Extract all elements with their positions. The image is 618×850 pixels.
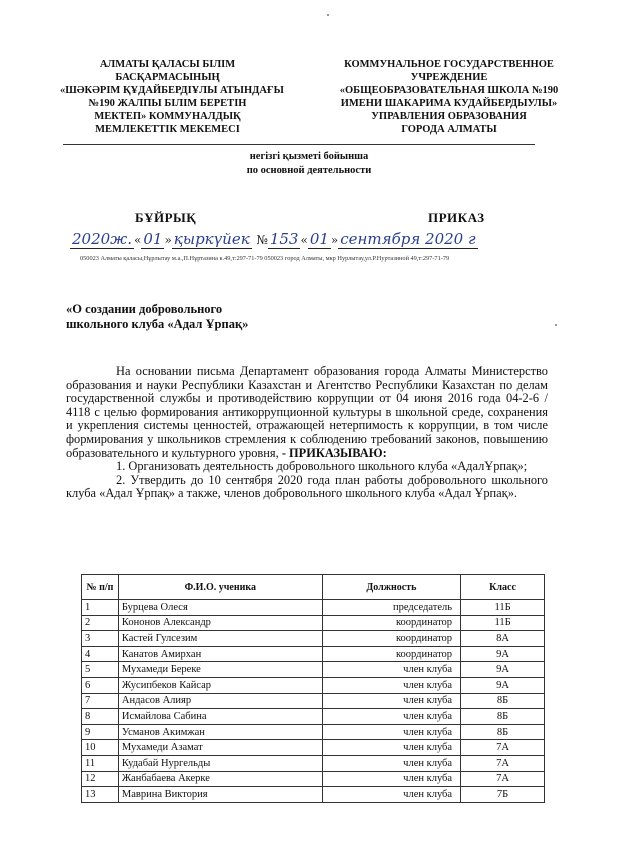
table-row <box>82 677 545 693</box>
activity-caption <box>0 150 618 178</box>
cell-role: член клуба <box>322 677 460 693</box>
scan-speck <box>555 324 557 326</box>
subject-line-1: «О создании добровольного <box>66 302 223 316</box>
header-left-line: АЛМАТЫ ҚАЛАСЫ БІЛІМ <box>99 59 236 70</box>
table-row <box>82 631 545 647</box>
header-right-russian <box>318 58 580 136</box>
cell-name: Мухамеди Береке <box>118 662 322 678</box>
cell-role: член клуба <box>322 755 460 771</box>
cell-class: 8А <box>461 631 545 647</box>
header-right-line: УПРАВЛЕНИЯ ОБРАЗОВАНИЯ <box>371 111 527 122</box>
cell-role: координатор <box>322 615 460 631</box>
subject-line-2: школьного клуба «Адал Ұрпақ» <box>66 317 249 331</box>
date-ru-month-year: сентября 2020 г <box>340 230 476 248</box>
cell-role: член клуба <box>322 740 460 756</box>
cell-class: 8Б <box>461 693 545 709</box>
cell-num: 4 <box>82 646 119 662</box>
header-right-line: КОММУНАЛЬНОЕ ГОСУДАРСТВЕННОЕ <box>344 59 554 70</box>
table-header-row <box>82 575 545 600</box>
cell-num: 6 <box>82 677 119 693</box>
table-row <box>82 646 545 662</box>
cell-num: 7 <box>82 693 119 709</box>
cell-num: 13 <box>82 787 119 803</box>
table-row <box>82 693 545 709</box>
cell-num: 11 <box>82 755 119 771</box>
cell-name: Кононов Александр <box>118 615 322 631</box>
cell-name: Усманов Акимжан <box>118 724 322 740</box>
cell-role: координатор <box>322 646 460 662</box>
order-body <box>66 365 548 501</box>
body-item-1: 1. Организовать деятельность добровольного школьного клуба «АдалҰрпақ»; <box>116 459 528 474</box>
cell-class: 7А <box>461 740 545 756</box>
order-title-kz: БҰЙРЫҚ <box>135 210 197 225</box>
cell-class: 9А <box>461 646 545 662</box>
cell-num: 2 <box>82 615 119 631</box>
header-left-line: МЕКТЕП» КОММУНАЛДЫҚ <box>94 111 241 122</box>
table-row <box>82 724 545 740</box>
cell-num: 3 <box>82 631 119 647</box>
order-number: 153 <box>269 230 299 248</box>
header-right-line: ГОРОДА АЛМАТЫ <box>401 124 497 135</box>
table-row <box>82 740 545 756</box>
table-row <box>82 787 545 803</box>
header-right-line: УЧРЕЖДЕНИЕ <box>410 72 488 83</box>
date-kz-month: қыркүйек <box>173 230 250 248</box>
header-left-line: №190 ЖАЛПЫ БІЛІМ БЕРЕТІН <box>88 98 247 109</box>
cell-num: 12 <box>82 771 119 787</box>
header-left-line: МЕМЛЕКЕТТІК МЕКЕМЕСІ <box>95 124 240 135</box>
activity-kz: негізгі қызметі бойынша <box>249 151 369 162</box>
order-word: - ПРИКАЗЫВАЮ: <box>281 445 387 460</box>
cell-class: 7А <box>461 755 545 771</box>
date-ru-day: 01 <box>309 230 329 248</box>
cell-class: 8Б <box>461 709 545 725</box>
cell-class: 7А <box>461 771 545 787</box>
address-line: 050023 Алматы қаласы,Нұрлытау м.а.,П.Нұртазина к.49,т:297-71-79 050023 город Алматы, мкр Нурлытау,ул.Р.Нуртазиной 49,т:297-71-79 <box>80 255 450 262</box>
cell-num: 9 <box>82 724 119 740</box>
header-left-kazakh <box>60 58 284 136</box>
cell-class: 9А <box>461 662 545 678</box>
cell-num: 5 <box>82 662 119 678</box>
header-right-line: «ОБЩЕОБРАЗОВАТЕЛЬНАЯ ШКОЛА №190 <box>339 85 559 96</box>
header-divider <box>63 144 535 145</box>
cell-name: Кастей Гулсезим <box>118 631 322 647</box>
cell-name: Андасов Алияр <box>118 693 322 709</box>
table-row <box>82 709 545 725</box>
cell-name: Бурцева Олеся <box>118 600 322 616</box>
header-left-line: «ШӘКӘРІМ ҚҰДАЙБЕРДІҰЛЫ АТЫНДАҒЫ <box>60 85 284 96</box>
table-row <box>82 771 545 787</box>
header-num: № п/п <box>82 575 119 600</box>
cell-name: Мухамеди Азамат <box>118 740 322 756</box>
cell-num: 10 <box>82 740 119 756</box>
cell-role: член клуба <box>322 724 460 740</box>
cell-num: 8 <box>82 709 119 725</box>
order-date-line: 2020ж. « 01 » қыркүйек № 153 « 01 » сентября 2020 г <box>72 230 476 248</box>
cell-role: председатель <box>322 600 460 616</box>
body-item-2: 2. Утвердить до 10 сентября 2020 года план работы добровольного школьного клуба «Адал Ұрпақ» а также, членов добровольного школьного клуба «Адал Ұрпақ». <box>66 472 548 501</box>
table-row <box>82 662 545 678</box>
header-right-line: ИМЕНИ ШАКАРИМА КУДАЙБЕРДЫУЛЫ» <box>340 98 558 109</box>
cell-num: 1 <box>82 600 119 616</box>
cell-name: Жанбабаева Акерке <box>118 771 322 787</box>
cell-name: Кудабай Нургельды <box>118 755 322 771</box>
cell-class: 11Б <box>461 615 545 631</box>
table-row <box>82 615 545 631</box>
cell-class: 8Б <box>461 724 545 740</box>
scan-speck <box>327 14 329 16</box>
table-row <box>82 600 545 616</box>
activity-ru: по основной деятельности <box>246 165 372 176</box>
cell-role: член клуба <box>322 709 460 725</box>
cell-class: 11Б <box>461 600 545 616</box>
header-name: Ф.И.О. ученика <box>118 575 322 600</box>
cell-name: Жусипбеков Кайсар <box>118 677 322 693</box>
date-kz-day: 01 <box>143 230 163 248</box>
body-paragraph <box>66 365 548 460</box>
cell-name: Исмайлова Сабина <box>118 709 322 725</box>
order-subject <box>66 302 248 332</box>
cell-role: член клуба <box>322 693 460 709</box>
order-title-ru: ПРИКАЗ <box>428 210 485 225</box>
cell-role: координатор <box>322 631 460 647</box>
cell-role: член клуба <box>322 662 460 678</box>
cell-name: Маврина Виктория <box>118 787 322 803</box>
date-kz-year: 2020ж. <box>72 230 132 248</box>
body-paragraph-text: На основании письма Департамент образования города Алматы Министерство образования и науки Республики Казахстан и Агентство Республики Казахстан по делам государственной службы и противодействию коррупции от 04 июня 2016 года 04-2-6 / 4118 с целью формирования антикоррупционной культуры в школьной среде, сохранения и укрепления системы ценностей, отражающей нетерпимость к коррупции, в том числе формирования у школьников стремления к соблюдению требований законов, повышению образовательного и культурного уровня, <box>66 364 548 460</box>
table-row <box>82 755 545 771</box>
table-body <box>82 600 545 803</box>
header-class: Класс <box>461 575 545 600</box>
cell-role: член клуба <box>322 771 460 787</box>
club-members-table <box>81 574 545 803</box>
cell-class: 9А <box>461 677 545 693</box>
cell-name: Канатов Амирхан <box>118 646 322 662</box>
cell-role: член клуба <box>322 787 460 803</box>
cell-class: 7Б <box>461 787 545 803</box>
header-role: Должность <box>322 575 460 600</box>
header-left-line: БАСҚАРМАСЫНЫҢ <box>115 72 220 83</box>
